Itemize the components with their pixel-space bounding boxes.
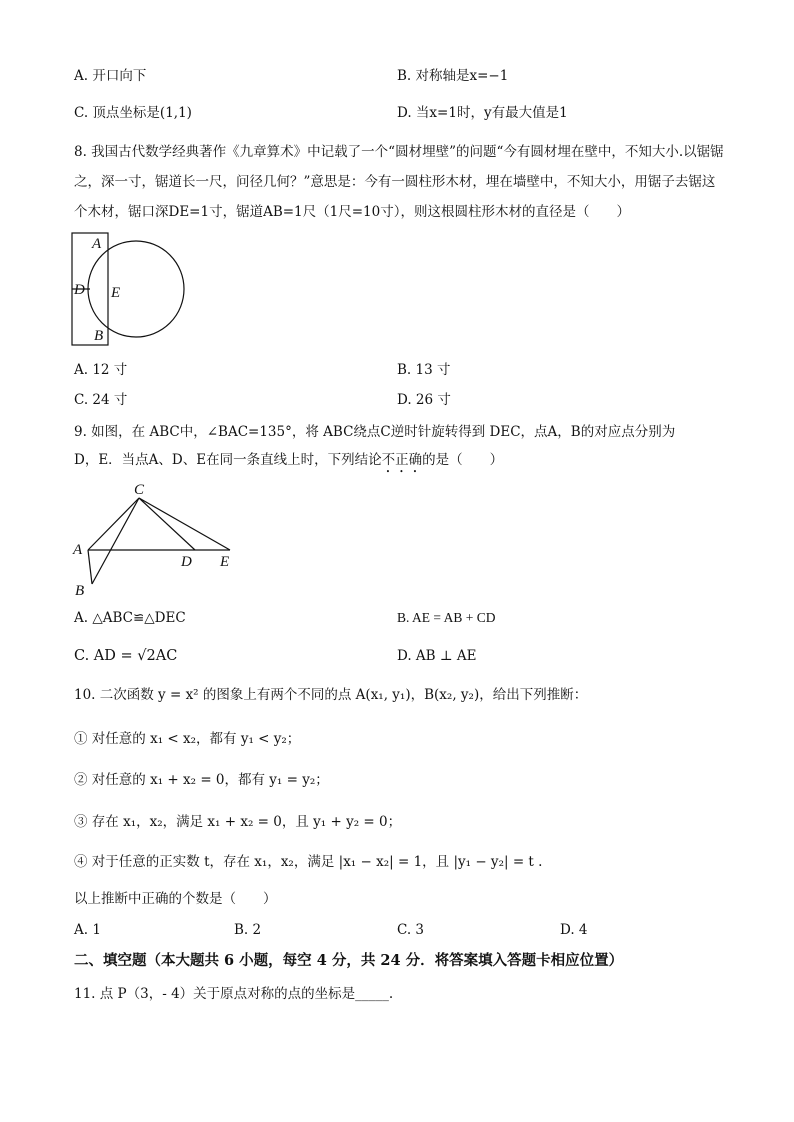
- log-circle: [88, 241, 184, 337]
- q9-option-b: B. AE = AB + CD: [397, 610, 496, 625]
- q9-emphasis-not-correct: 不正确: [381, 452, 423, 468]
- q7-option-c: C. 顶点坐标是(1,1): [74, 105, 192, 121]
- q10-statement-2: ② 对任意的 x₁ + x₂ = 0，都有 y₁ = y₂；: [74, 772, 329, 788]
- fig9-label-e: E: [220, 554, 230, 570]
- q10-option-a: A. 1: [74, 922, 101, 938]
- q10-statement-3: ③ 存在 x₁，x₂，满足 x₁ + x₂ = 0，且 y₁ + y₂ = 0；: [74, 814, 402, 830]
- q9-stem-part3: 的是（ ）: [422, 452, 504, 468]
- q9-option-d: D. AB ⊥ AE: [397, 648, 477, 664]
- fig8-label-a: A: [92, 236, 102, 252]
- q10-stem: 10. 二次函数 y = x² 的图象上有两个不同的点 A(x₁, y₁)，B(x₂, y₂)，给出下列推断：: [74, 687, 588, 703]
- seg-cb: [92, 498, 139, 584]
- q9-option-c: C. AD = √2AC: [74, 648, 178, 664]
- fig9-label-d: D: [181, 554, 192, 570]
- seg-cd: [139, 498, 195, 550]
- seg-ca: [88, 498, 139, 550]
- fig9-label-c: C: [134, 482, 145, 498]
- q11-text: 11. 点 P（3，- 4）关于原点对称的点的坐标是_____.: [74, 986, 394, 1002]
- q7-option-d: D. 当x=1时，y有最大值是1: [397, 105, 568, 121]
- q9-stem-line1: 9. 如图，在 ABC中，∠BAC=135°，将 ABC绕点C逆时针旋转得到 DEC，点A，B的对应点分别为: [74, 424, 676, 440]
- q8-option-b: B. 13 寸: [397, 362, 451, 378]
- fig9-label-a: A: [73, 542, 83, 558]
- q10-option-b: B. 2: [234, 922, 262, 938]
- seg-ce: [139, 498, 230, 550]
- q9-triangle-figure: [70, 480, 250, 600]
- q7-option-b: B. 对称轴是x=−1: [397, 68, 509, 84]
- q9-stem-part1: D，E．当点A、D、E在同一条直线上时，下列结论: [74, 452, 382, 468]
- q10-statement-1: ① 对任意的 x₁ < x₂，都有 y₁ < y₂；: [74, 731, 301, 747]
- fig9-label-b: B: [75, 583, 85, 599]
- q8-option-c: C. 24 寸: [74, 392, 128, 408]
- q9-option-a: A. △ABC≌△DEC: [74, 610, 186, 626]
- seg-ab: [88, 550, 92, 584]
- fig8-label-d: D: [74, 282, 85, 298]
- fig8-label-e: E: [111, 285, 121, 301]
- section-heading-fill-in: 二、填空题（本大题共 6 小题，每空 4 分，共 24 分．将答案填入答题卡相应位置）: [74, 952, 624, 969]
- q9-stem-line2: [74, 451, 503, 476]
- q10-statement-4: ④ 对于任意的正实数 t，存在 x₁，x₂，满足 |x₁ − x₂| = 1，且 |y₁ − y₂| = t .: [74, 854, 543, 870]
- fig8-label-b: B: [94, 328, 104, 344]
- q8-circle-figure: [66, 230, 196, 350]
- q10-option-c: C. 3: [397, 922, 425, 938]
- q10-question: 以上推断中正确的个数是（ ）: [74, 891, 277, 907]
- q8-option-d: D. 26 寸: [397, 392, 451, 408]
- q8-option-a: A. 12 寸: [74, 362, 128, 378]
- q10-option-d: D. 4: [560, 922, 588, 938]
- q8-stem: 8. 我国古代数学经典著作《九章算术》中记载了一个“圆材埋壁”的问题“今有圆材埋在壁中，不知大小.以锯锯之，深一寸，锯道长一尺，问径几何？”意思是：今有一圆柱形木材，埋在墙壁中，不知大小，用锯子去锯这个木材，锯口深DE=1寸，锯道AB=1尺（1尺=10寸），则这根圆柱形木材的直径是（ ）: [74, 144, 724, 220]
- q7-option-a: A. 开口向下: [74, 68, 147, 84]
